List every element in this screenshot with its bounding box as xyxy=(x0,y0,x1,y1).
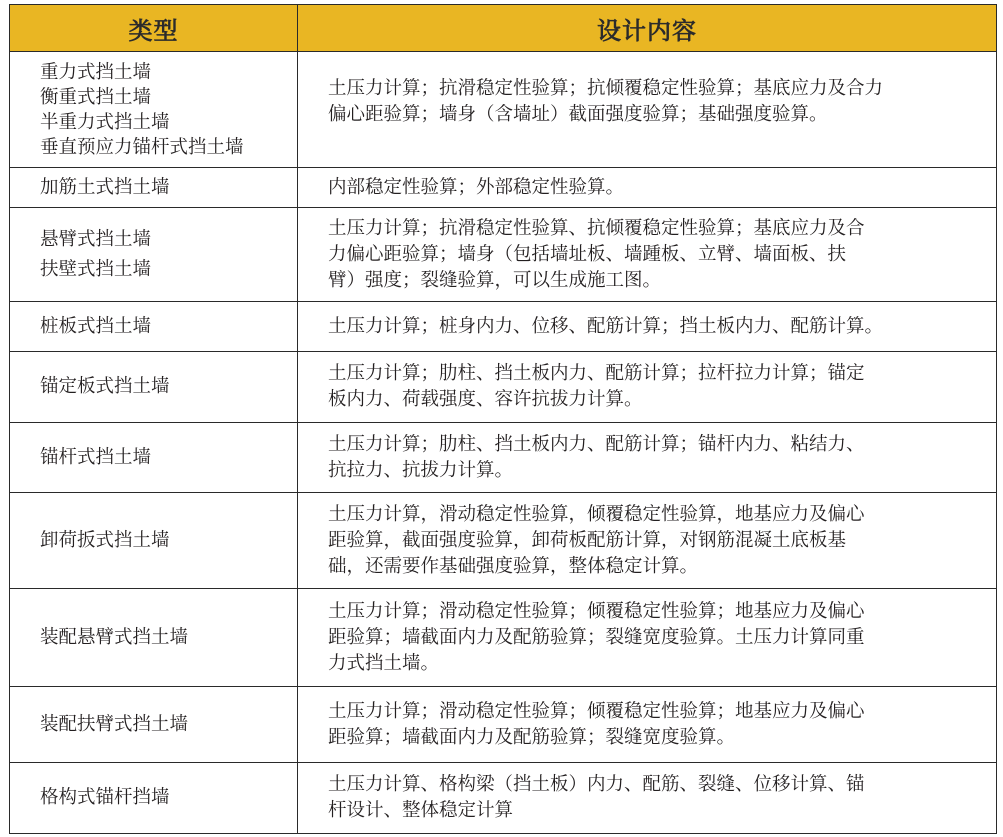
content-line: 土压力计算、格构梁（挡土板）内力、配筋、裂缝、位移计算、锚 xyxy=(328,774,865,795)
type-cell xyxy=(10,52,298,168)
table-row xyxy=(10,493,997,589)
type-cell xyxy=(10,352,298,423)
table-row xyxy=(10,52,997,168)
content-cell xyxy=(298,589,997,687)
type-name: 扶壁式挡土墙 xyxy=(40,258,152,280)
type-name: 重力式挡土墙 xyxy=(40,61,152,83)
content-line: 内部稳定性验算；外部稳定性验算。 xyxy=(328,176,625,198)
type-name: 半重力式挡土墙 xyxy=(40,111,170,133)
content-line: 力偏心距验算；墙身（包括墙址板、墙踵板、立臂、墙面板、扶 xyxy=(328,243,847,265)
content-cell xyxy=(298,687,997,763)
type-name: 装配扶臂式挡土墙 xyxy=(40,713,189,735)
type-name: 格构式锚杆挡墙 xyxy=(40,787,170,808)
type-cell xyxy=(10,208,298,302)
table-row xyxy=(10,302,997,352)
content-cell xyxy=(298,168,997,208)
type-cell xyxy=(10,168,298,208)
content-line: 土压力计算；桩身内力、位移、配筋计算；挡土板内力、配筋计算。 xyxy=(328,315,884,337)
type-cell xyxy=(10,302,298,352)
content-line: 距验算，截面强度验算，卸荷板配筋计算，对钢筋混凝土底板基 xyxy=(328,529,847,551)
type-name: 锚定板式挡土墙 xyxy=(40,376,170,397)
type-name: 锚杆式挡土墙 xyxy=(40,446,152,468)
content-line: 板内力、荷载强度、容许抗拔力计算。 xyxy=(328,389,643,410)
content-cell xyxy=(298,52,997,168)
content-cell xyxy=(298,493,997,589)
content-line: 土压力计算；肋柱、挡土板内力、配筋计算；拉杆拉力计算；锚定 xyxy=(328,363,865,384)
content-cell xyxy=(298,208,997,302)
content-line: 偏心距验算；墙身（含墙址）截面强度验算；基础强度验算。 xyxy=(328,104,828,125)
type-cell xyxy=(10,493,298,589)
content-cell xyxy=(298,763,997,834)
type-name: 衡重式挡土墙 xyxy=(40,86,152,108)
content-cell xyxy=(298,352,997,423)
type-name: 加筋土式挡土墙 xyxy=(40,176,170,198)
type-name: 卸荷扳式挡土墙 xyxy=(40,529,170,551)
table-row xyxy=(10,168,997,208)
content-line: 土压力计算；抗滑稳定性验算；抗倾覆稳定性验算；基底应力及合力 xyxy=(328,78,884,99)
type-cell xyxy=(10,687,298,763)
type-name: 垂直预应力锚杆式挡土墙 xyxy=(40,136,244,158)
table-row xyxy=(10,763,997,834)
type-name: 桩板式挡土墙 xyxy=(40,315,152,337)
content-line: 臂）强度；裂缝验算，可以生成施工图。 xyxy=(328,269,662,291)
type-cell xyxy=(10,589,298,687)
content-line: 力式挡土墙。 xyxy=(328,652,440,674)
content-line: 杆设计、整体稳定计算 xyxy=(328,800,514,821)
content-line: 土压力计算；抗滑稳定性验算、抗倾覆稳定性验算；基底应力及合 xyxy=(328,217,865,239)
content-line: 础，还需要作基础强度验算，整体稳定计算。 xyxy=(328,555,699,577)
type-cell xyxy=(10,423,298,493)
content-line: 土压力计算；滑动稳定性验算；倾覆稳定性验算；地基应力及偏心 xyxy=(328,600,865,622)
content-cell xyxy=(298,423,997,493)
column-header-content: 设计内容 xyxy=(298,5,997,52)
table-row xyxy=(10,208,997,302)
content-line: 距验算；墙截面内力及配筋验算；裂缝宽度验算。土压力计算同重 xyxy=(328,626,865,648)
content-line: 土压力计算，滑动稳定性验算，倾覆稳定性验算，地基应力及偏心 xyxy=(328,503,865,525)
type-cell xyxy=(10,763,298,834)
type-name: 装配悬臂式挡土墙 xyxy=(40,626,189,648)
content-line: 土压力计算；肋柱、挡土板内力、配筋计算；锚杆内力、粘结力、 xyxy=(328,433,865,455)
table-row xyxy=(10,687,997,763)
design-content-table xyxy=(9,4,997,834)
content-line: 距验算；墙截面内力及配筋验算；裂缝宽度验算。 xyxy=(328,726,736,748)
type-name: 悬臂式挡土墙 xyxy=(40,228,152,250)
content-line: 抗拉力、抗拔力计算。 xyxy=(328,459,514,481)
table-header-row xyxy=(10,5,997,52)
content-cell xyxy=(298,302,997,352)
column-header-type: 类型 xyxy=(10,5,298,52)
table-row xyxy=(10,352,997,423)
table-row xyxy=(10,423,997,493)
content-line: 土压力计算；滑动稳定性验算；倾覆稳定性验算；地基应力及偏心 xyxy=(328,700,865,722)
table-row xyxy=(10,589,997,687)
